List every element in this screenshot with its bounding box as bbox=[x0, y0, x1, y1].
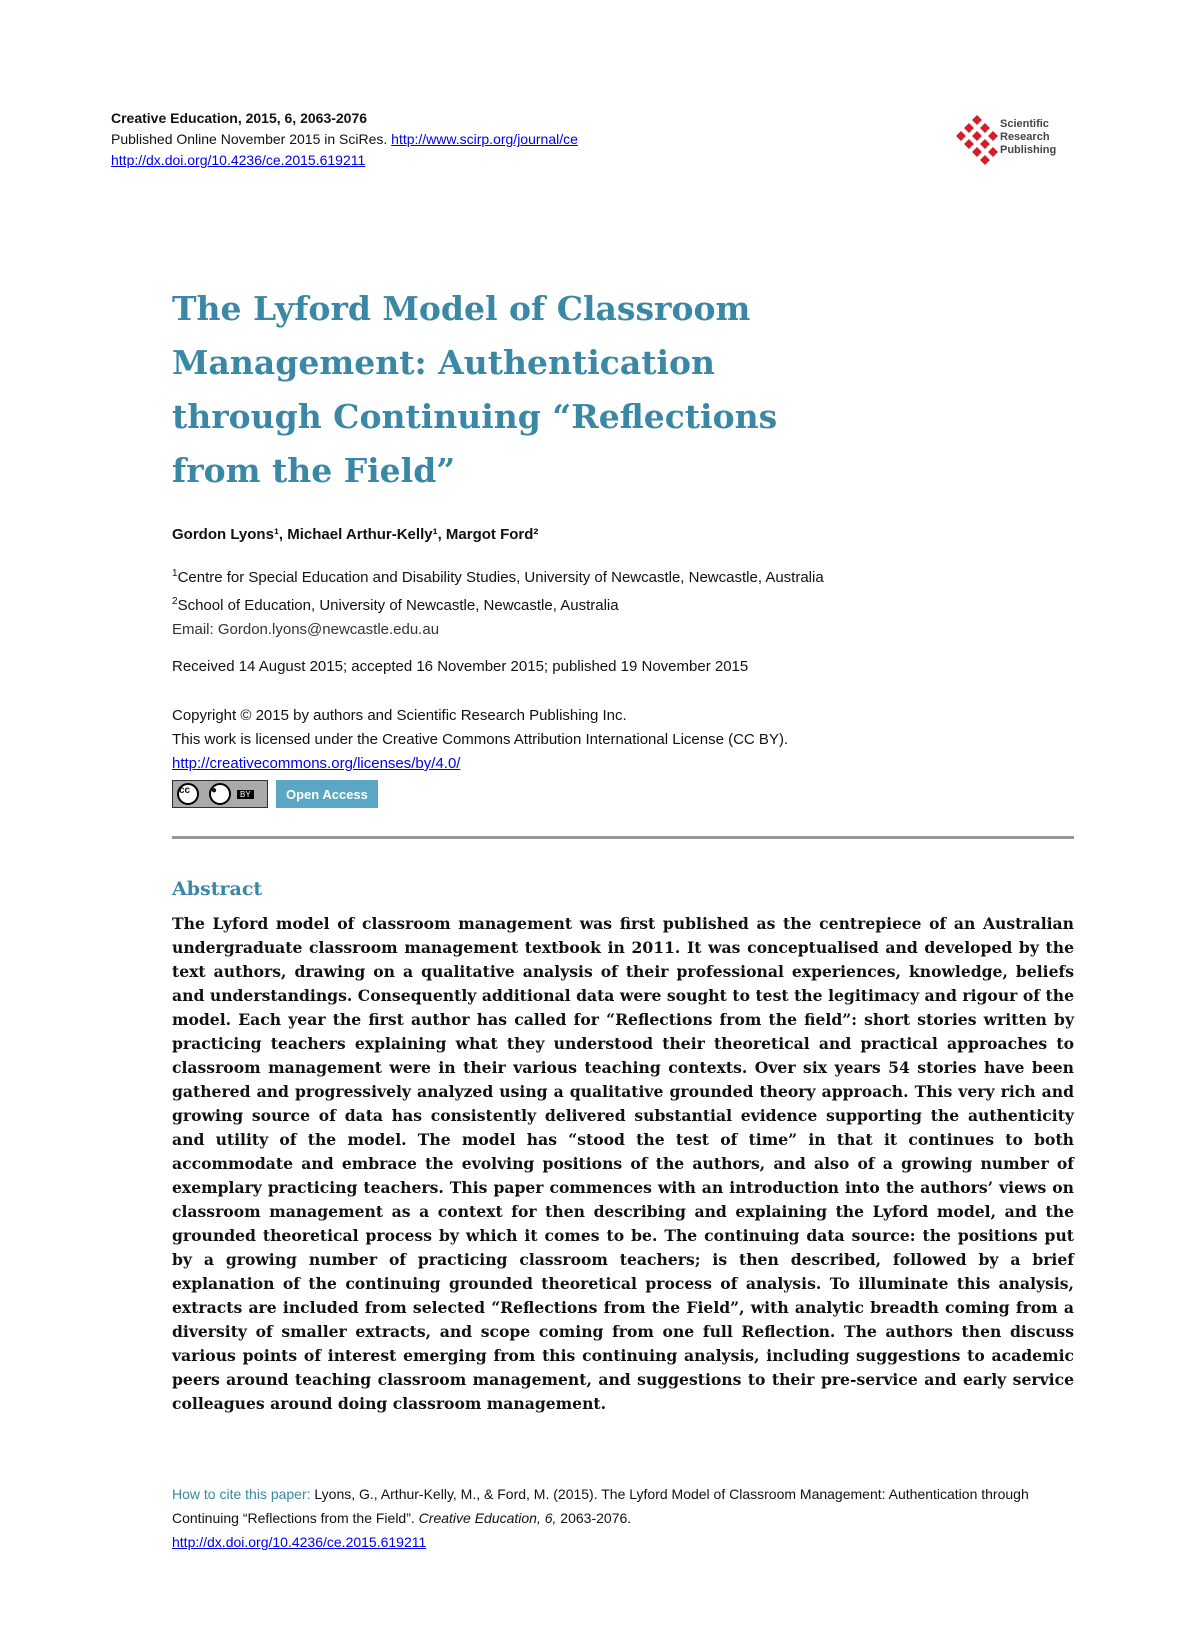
logo-diamond bbox=[956, 131, 966, 141]
cc-by-label: BY bbox=[237, 790, 254, 799]
license-link[interactable]: http://creativecommons.org/licenses/by/4.0/ bbox=[172, 755, 461, 772]
journal-citation: Creative Education, 2015, 6, 2063-2076 bbox=[111, 110, 368, 126]
author-email: Email: Gordon.lyons@newcastle.edu.au bbox=[172, 621, 440, 638]
journal-link[interactable]: http://www.scirp.org/journal/ce bbox=[391, 131, 578, 147]
publisher-name-line: Research bbox=[1000, 131, 1050, 143]
affiliation-text: Centre for Special Education and Disability Studies, University of Newcastle, Newcastle, Australia bbox=[177, 569, 824, 586]
how-to-cite bbox=[172, 1482, 1074, 1554]
publisher-name-line: Publishing bbox=[1000, 144, 1057, 156]
cite-label: How to cite this paper: bbox=[172, 1486, 315, 1502]
logo-diamond bbox=[972, 115, 982, 125]
cite-text: Lyons, G., Arthur-Kelly, M., & Ford, M. (2015). The Lyford Model of Classroom Management: Authentication through Continuing “Reflections from the Field”. bbox=[172, 1486, 1029, 1526]
author-list: Gordon Lyons¹, Michael Arthur-Kelly¹, Margot Ford² bbox=[172, 526, 539, 543]
license-line: This work is licensed under the Creative Commons Attribution International License (CC BY). bbox=[172, 731, 789, 748]
abstract-heading: Abstract bbox=[172, 878, 263, 900]
logo-diamond bbox=[988, 147, 998, 157]
section-divider bbox=[172, 836, 1074, 839]
doi-link[interactable]: http://dx.doi.org/10.4236/ce.2015.619211 bbox=[111, 152, 366, 168]
journal-header bbox=[111, 108, 731, 171]
affiliation-2 bbox=[172, 590, 1072, 618]
affiliation-text: School of Education, University of Newcastle, Newcastle, Australia bbox=[177, 597, 619, 614]
cc-by-badge[interactable] bbox=[172, 780, 268, 808]
affiliations bbox=[172, 562, 1072, 642]
publication-dates: Received 14 August 2015; accepted 16 November 2015; published 19 November 2015 bbox=[172, 658, 749, 675]
cite-pages: 2063-2076. bbox=[556, 1510, 632, 1526]
affiliation-marker: 2 bbox=[172, 596, 178, 607]
logo-diamond bbox=[988, 131, 998, 141]
person-icon: ● bbox=[209, 783, 231, 805]
published-text: Published Online November 2015 in SciRes. bbox=[111, 131, 392, 147]
paper-title: The Lyford Model of Classroom Management: Authentication through Continuing “Reflections from the Field” bbox=[172, 289, 778, 490]
logo-diamond bbox=[972, 131, 982, 141]
open-access-badge[interactable]: Open Access bbox=[276, 780, 378, 808]
logo-diamond bbox=[972, 147, 982, 157]
cite-doi-link[interactable]: http://dx.doi.org/10.4236/ce.2015.619211 bbox=[172, 1534, 427, 1550]
cite-journal: Creative Education, 6, bbox=[418, 1510, 557, 1526]
license-badges bbox=[172, 780, 378, 808]
copyright-line: Copyright © 2015 by authors and Scientific Research Publishing Inc. bbox=[172, 707, 627, 724]
logo-diamond bbox=[980, 155, 990, 165]
logo-diamond bbox=[980, 123, 990, 133]
creative-commons-icon: cc bbox=[177, 783, 199, 805]
publisher-name bbox=[1000, 118, 1056, 157]
affiliation-marker: 1 bbox=[172, 568, 178, 579]
logo-diamond bbox=[980, 139, 990, 149]
copyright-block bbox=[172, 704, 1072, 776]
publisher-name-line: Scientific bbox=[1000, 118, 1049, 130]
publication-line bbox=[111, 129, 731, 150]
logo-diamond bbox=[964, 123, 974, 133]
affiliation-1 bbox=[172, 562, 1072, 590]
logo-diamond bbox=[964, 139, 974, 149]
abstract-text: The Lyford model of classroom management was first published as the centrepiece of an Australian undergraduate classroom management textbook in 2011. It was conceptualised and developed by the text authors, drawing on a qualitative analysis of their professional experiences, knowledge, beliefs and understandings. Consequently additional data were sought to test the legitimacy and rigour of the model. Each year the first author has called for “Reflections from the field”: short stories written by practicing teachers explaining what they understood their theoretical and practical approaches to classroom management were in their various teaching contexts. Over six years 54 stories have been gathered and progressively analyzed using a qualitative grounded theory approach. This very rich and growing source of data has consistently delivered substantial evidence supporting the authenticity and utility of the model. The model has “stood the test of time” in that it continues to both accommodate and embrace the evolving positions of the authors, and also of a growing number of exemplary practicing teachers. This paper commences with an introduction into the authors’ views on classroom management as a context for then describing and explaining the Lyford model, and the grounded theoretical process by which it comes to be. The continuing data source: the positions put by a growing number of practicing classroom teachers; is then described, followed by a brief explanation of the continuing grounded theoretical process of analysis. To illuminate this analysis, extracts are included from selected “Reflections from the Field”, with analytic breadth coming from a diversity of smaller extracts, and scope coming from one full Reflection. The authors then discuss various points of interest emerging from this continuing analysis, including suggestions to academic peers around teaching classroom management, and suggestions to their pre-service and early service colleagues around doing classroom management. bbox=[172, 914, 1074, 1413]
